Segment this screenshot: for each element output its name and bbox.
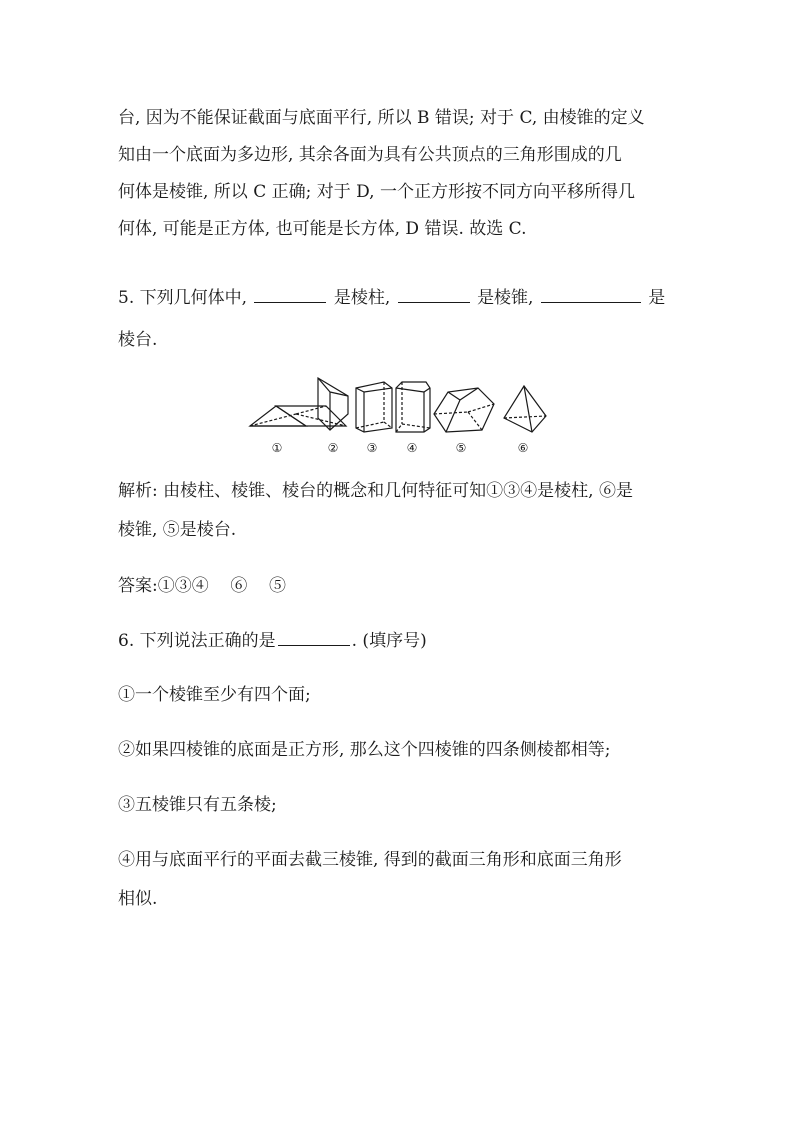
figure-label-5: ⑤ [455, 441, 467, 455]
solid-3-box [356, 382, 392, 432]
prev-solution-line-4: 何体, 可能是正方体, 也可能是长方体, D 错误. 故选 C. [118, 219, 527, 239]
figure-label-4: ④ [406, 441, 418, 455]
q6-stem-part-a: 6. 下列说法正确的是 [118, 631, 276, 651]
q6-stem-part-b: . (填序号) [351, 631, 427, 651]
q5-stem-part-a: 5. 下列几何体中, [118, 288, 248, 308]
figure-label-6: ⑥ [517, 441, 529, 455]
prev-solution-line-1: 台, 因为不能保证截面与底面平行, 所以 B 错误; 对于 C, 由棱锥的定义 [118, 108, 645, 128]
q6-stem [118, 623, 678, 660]
solids-figure-svg [248, 374, 548, 460]
solid-6-pyramid [504, 386, 546, 432]
q6-blank [278, 627, 350, 646]
q5-answer-prisms: ①③④ [157, 576, 209, 596]
q5-blank-pyramid [398, 284, 470, 303]
prev-solution-line-3: 何体是棱锥, 所以 C 正确; 对于 D, 一个正方形按不同方向平移所得几 [118, 182, 635, 202]
solid-5-frustum [434, 388, 494, 432]
prev-solution-line-2: 知由一个底面为多边形, 其余各面为具有公共顶点的三角形围成的几 [118, 145, 622, 165]
figure-label-2: ② [327, 441, 339, 455]
q5-stem [118, 280, 678, 317]
q5-stem-part-d: 是 [648, 288, 666, 308]
q5-stem-part-c: 是棱锥, [477, 288, 534, 308]
q5-analysis-line-1: 解析: 由棱柱、棱锥、棱台的概念和几何特征可知①③④是棱柱, ⑥是 [118, 481, 633, 501]
q5-blank-prism [254, 284, 326, 303]
solid-1-triangular-prism [250, 406, 346, 426]
q5-analysis-line-2: 棱锥, ⑤是棱台. [118, 520, 237, 540]
q5-answer [118, 568, 678, 605]
q6-item-2: ②如果四棱锥的底面是正方形, 那么这个四棱锥的四条侧棱都相等; [118, 740, 611, 760]
figure-label-1: ① [271, 441, 283, 455]
q6-item-4-line-1: ④用与底面平行的平面去截三棱锥, 得到的截面三角形和底面三角形 [118, 850, 622, 870]
q5-answer-frustum: ⑤ [268, 576, 286, 596]
q5-answer-pyramid: ⑥ [230, 576, 248, 596]
solid-2-prism [318, 378, 348, 430]
q5-stem-line-2: 棱台. [118, 330, 158, 350]
q6-item-3: ③五棱锥只有五条棱; [118, 795, 277, 815]
q5-answer-label: 答案: [118, 576, 158, 596]
q6-item-4-line-2: 相似. [118, 889, 158, 909]
q5-blank-frustum [541, 284, 641, 303]
solids-figure [248, 374, 548, 460]
solid-4-box [396, 382, 430, 432]
q6-item-1: ①一个棱锥至少有四个面; [118, 685, 311, 705]
figure-label-3: ③ [366, 441, 378, 455]
q5-stem-part-b: 是棱柱, [333, 288, 391, 308]
